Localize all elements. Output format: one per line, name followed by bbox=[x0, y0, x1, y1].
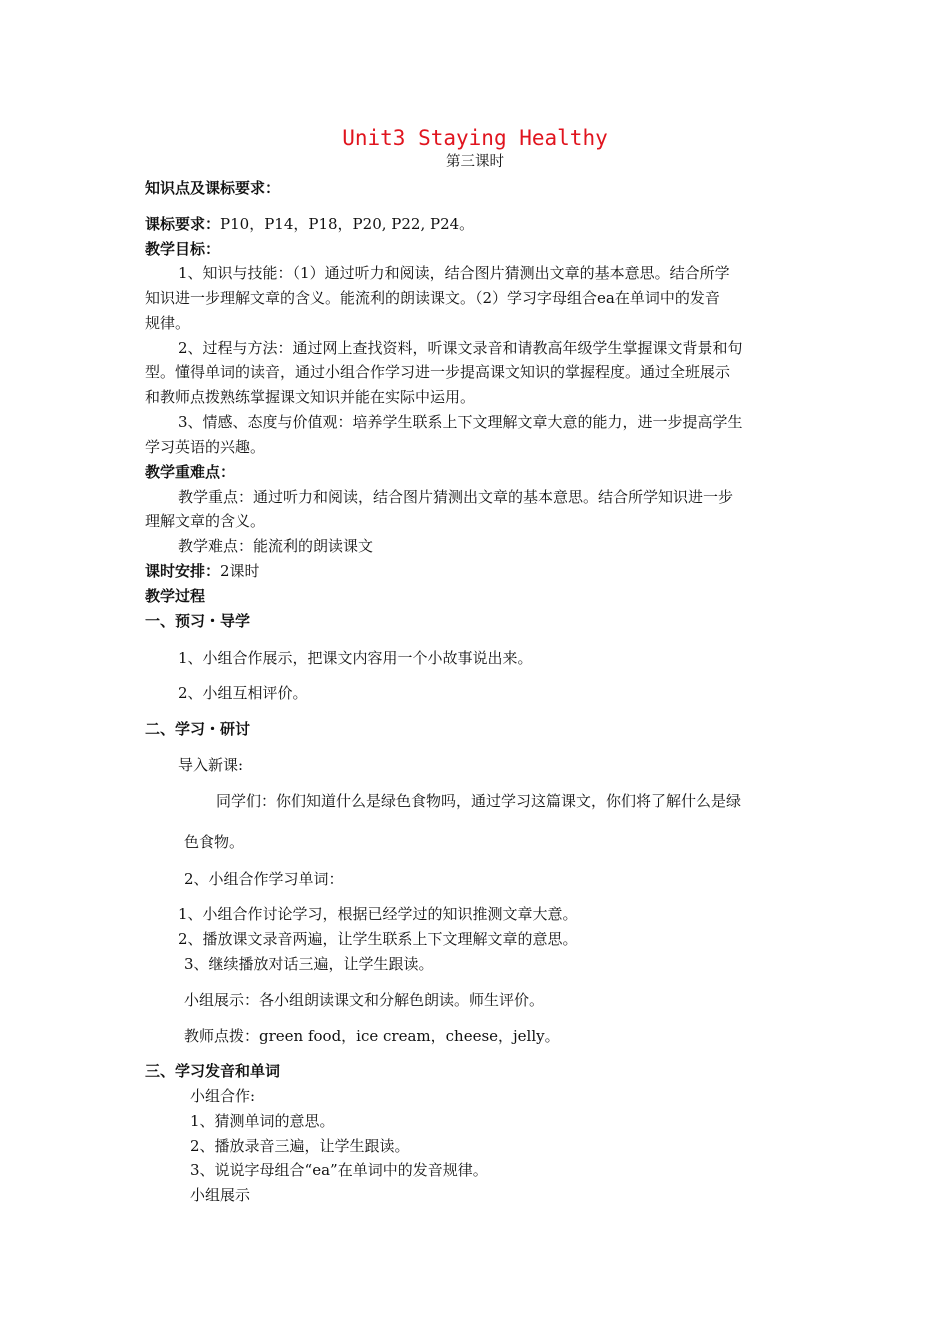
intro-text-line-2: 色食物。 bbox=[184, 833, 245, 851]
schedule-text: 2课时 bbox=[220, 562, 260, 580]
standards-line bbox=[145, 214, 474, 234]
vocab-heading: 2、小组合作学习单词： bbox=[184, 870, 344, 888]
objective-3-line-1: 3、情感、态度与价值观：培养学生联系上下文理解文章大意的能力，进一步提高学生 bbox=[178, 413, 743, 431]
section-1-item-2: 2、小组互相评价。 bbox=[178, 684, 308, 702]
teacher-tip: 教师点拨：green food，ice cream，cheese，jelly。 bbox=[184, 1027, 560, 1045]
section-2-heading: 二、学习・研讨 bbox=[145, 720, 251, 738]
focus-line-2: 理解文章的含义。 bbox=[145, 512, 266, 530]
objective-1-line-1: 1、知识与技能：（1）通过听力和阅读，结合图片猜测出文章的基本意思。结合所学 bbox=[178, 264, 730, 282]
section-2-item-3: 3、继续播放对话三遍，让学生跟读。 bbox=[184, 955, 434, 973]
objective-2-line-1: 2、过程与方法：通过网上查找资料，听课文录音和请教高年级学生掌握课文背景和句 bbox=[178, 339, 743, 357]
objective-1-line-3: 规律。 bbox=[145, 314, 191, 332]
page-subtitle: 第三课时 bbox=[446, 154, 504, 170]
group-show: 小组展示：各小组朗读课文和分解色朗读。师生评价。 bbox=[184, 991, 545, 1009]
objective-1-line-2: 知识进一步理解文章的含义。能流利的朗读课文。（2）学习字母组合ea在单词中的发音 bbox=[145, 289, 720, 307]
difficulty-line: 教学难点：能流利的朗读课文 bbox=[178, 537, 374, 555]
page-title: Unit3 Staying Healthy bbox=[342, 126, 608, 150]
section-3-item-1: 1、猜测单词的意思。 bbox=[190, 1112, 335, 1130]
group-show-label: 小组展示 bbox=[190, 1186, 251, 1204]
key-points-heading: 教学重难点： bbox=[145, 463, 236, 481]
section-2-item-2: 2、播放课文录音两遍，让学生联系上下文理解文章的意思。 bbox=[178, 930, 578, 948]
section-1-heading: 一、预习・导学 bbox=[145, 612, 251, 630]
standards-text: P10，P14，P18，P20, P22, P24。 bbox=[220, 215, 475, 233]
section-3-item-2: 2、播放录音三遍，让学生跟读。 bbox=[190, 1137, 410, 1155]
objective-2-line-2: 型。懂得单词的读音，通过小组合作学习进一步提高课文知识的掌握程度。通过全班展示 bbox=[145, 363, 731, 381]
schedule-line bbox=[145, 561, 260, 581]
objective-3-line-2: 学习英语的兴趣。 bbox=[145, 438, 266, 456]
section-1-item-1: 1、小组合作展示，把课文内容用一个小故事说出来。 bbox=[178, 649, 533, 667]
section-3-heading: 三、学习发音和单词 bbox=[145, 1062, 281, 1080]
intro-label: 导入新课: bbox=[178, 756, 244, 774]
process-heading: 教学过程 bbox=[145, 587, 206, 605]
objective-2-line-3: 和教师点拨熟练掌握课文知识并能在实际中运用。 bbox=[145, 388, 476, 406]
objectives-heading: 教学目标： bbox=[145, 240, 221, 258]
group-cooperation-label: 小组合作: bbox=[190, 1087, 256, 1105]
section-2-item-1: 1、小组合作讨论学习，根据已经学过的知识推测文章大意。 bbox=[178, 905, 578, 923]
section-3-item-3: 3、说说字母组合“ea”在单词中的发音规律。 bbox=[190, 1161, 488, 1179]
focus-line-1: 教学重点：通过听力和阅读，结合图片猜测出文章的基本意思。结合所学知识进一步 bbox=[178, 488, 734, 506]
knowledge-heading: 知识点及课标要求： bbox=[145, 179, 281, 197]
standards-label: 课标要求： bbox=[145, 215, 221, 233]
schedule-label: 课时安排： bbox=[145, 562, 221, 580]
intro-text-line-1: 同学们：你们知道什么是绿色食物吗，通过学习这篇课文，你们将了解什么是绿 bbox=[216, 792, 742, 810]
